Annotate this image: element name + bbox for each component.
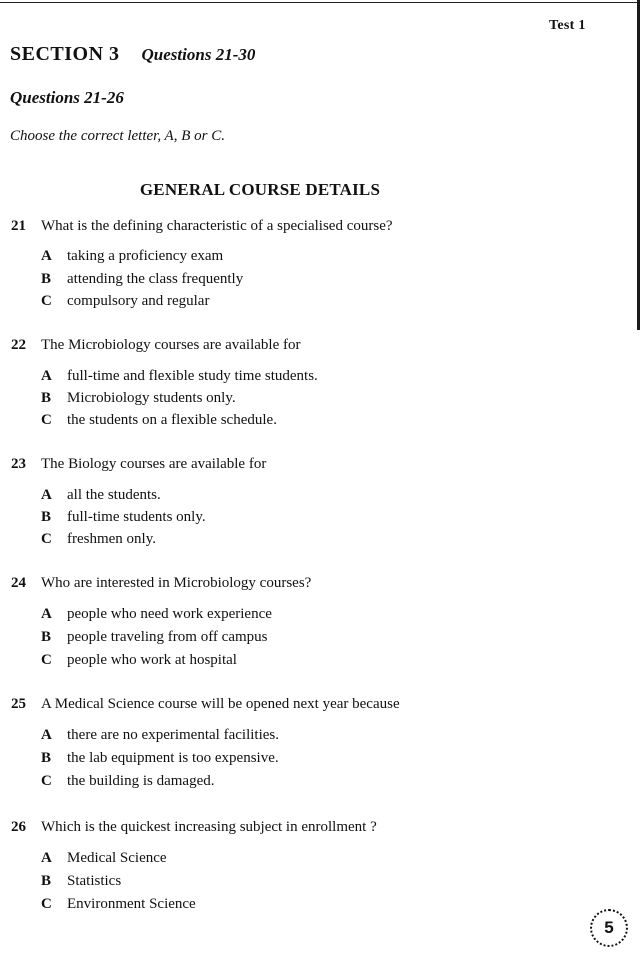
option-text: full-time students only. — [67, 509, 206, 525]
option-text: compulsory and regular — [67, 293, 210, 309]
option-25-a — [41, 727, 279, 744]
option-text: Microbiology students only. — [67, 390, 236, 406]
option-21-a — [41, 248, 223, 265]
question-text: The Microbiology courses are available for — [41, 337, 301, 353]
option-text: the students on a flexible schedule. — [67, 412, 277, 428]
top-rule — [0, 2, 640, 3]
question-text: Which is the quickest increasing subject in enrollment ? — [41, 819, 377, 835]
question-24 — [11, 575, 311, 592]
question-text: The Biology courses are available for — [41, 456, 267, 472]
question-number: 25 — [11, 696, 26, 712]
test-label: Test 1 — [549, 18, 586, 33]
option-letter: B — [41, 390, 52, 406]
question-number: 26 — [11, 819, 26, 835]
option-letter: B — [41, 509, 52, 525]
option-text: people traveling from off campus — [67, 629, 268, 645]
page-number-badge — [590, 909, 628, 947]
option-letter: C — [41, 652, 52, 668]
option-24-b — [41, 629, 268, 646]
subsection-heading: Questions 21-26 — [10, 88, 124, 107]
option-21-b — [41, 271, 243, 288]
option-letter: C — [41, 896, 52, 912]
option-text: people who need work experience — [67, 606, 272, 622]
option-24-c — [41, 652, 237, 669]
question-text: What is the defining characteristic of a specialised course? — [41, 218, 393, 234]
section-header — [10, 43, 255, 66]
option-21-c — [41, 293, 209, 310]
option-text: people who work at hospital — [67, 652, 237, 668]
option-25-b — [41, 750, 279, 767]
option-23-b — [41, 509, 206, 526]
option-text: freshmen only. — [67, 531, 157, 547]
question-number: 23 — [11, 456, 26, 472]
option-text: Medical Science — [67, 850, 167, 866]
question-23 — [11, 456, 266, 473]
section-title: SECTION 3 — [10, 43, 120, 65]
option-text: all the students. — [67, 487, 161, 503]
option-23-c — [41, 531, 156, 548]
section-questions-range: Questions 21-30 — [141, 45, 256, 64]
option-letter: B — [41, 873, 52, 889]
option-letter: A — [41, 487, 52, 503]
question-26 — [11, 819, 377, 836]
option-22-a — [41, 368, 318, 385]
question-text: A Medical Science course will be opened next year because — [41, 696, 400, 712]
option-text: Statistics — [67, 873, 122, 889]
option-text: Environment Science — [67, 896, 196, 912]
option-letter: B — [41, 629, 52, 645]
question-21 — [11, 218, 393, 235]
option-22-c — [41, 412, 277, 429]
option-letter: A — [41, 368, 52, 384]
option-letter: C — [41, 412, 52, 428]
option-letter: C — [41, 773, 52, 789]
option-letter: A — [41, 606, 52, 622]
instruction-text: Choose the correct letter, A, B or C. — [10, 128, 225, 144]
question-number: 24 — [11, 575, 26, 591]
question-25 — [11, 696, 400, 713]
question-22 — [11, 337, 300, 354]
option-26-a — [41, 850, 167, 867]
option-letter: A — [41, 248, 52, 264]
option-text: full-time and flexible study time students. — [67, 368, 318, 384]
question-text: Who are interested in Microbiology courses? — [41, 575, 312, 591]
option-26-c — [41, 896, 196, 913]
option-letter: C — [41, 531, 52, 547]
option-24-a — [41, 606, 272, 623]
option-letter: A — [41, 850, 52, 866]
option-text: attending the class frequently — [67, 271, 244, 287]
question-number: 22 — [11, 337, 26, 353]
option-letter: B — [41, 750, 52, 766]
option-26-b — [41, 873, 121, 890]
option-text: there are no experimental facilities. — [67, 727, 279, 743]
option-letter: C — [41, 293, 52, 309]
course-details-title: GENERAL COURSE DETAILS — [139, 180, 381, 199]
option-letter: A — [41, 727, 52, 743]
option-25-c — [41, 773, 214, 790]
page-number: 5 — [604, 918, 614, 937]
option-text: taking a proficiency exam — [67, 248, 224, 264]
option-text: the lab equipment is too expensive. — [67, 750, 279, 766]
option-22-b — [41, 390, 236, 407]
option-text: the building is damaged. — [67, 773, 215, 789]
option-letter: B — [41, 271, 52, 287]
option-23-a — [41, 487, 161, 504]
question-number: 21 — [11, 218, 26, 234]
